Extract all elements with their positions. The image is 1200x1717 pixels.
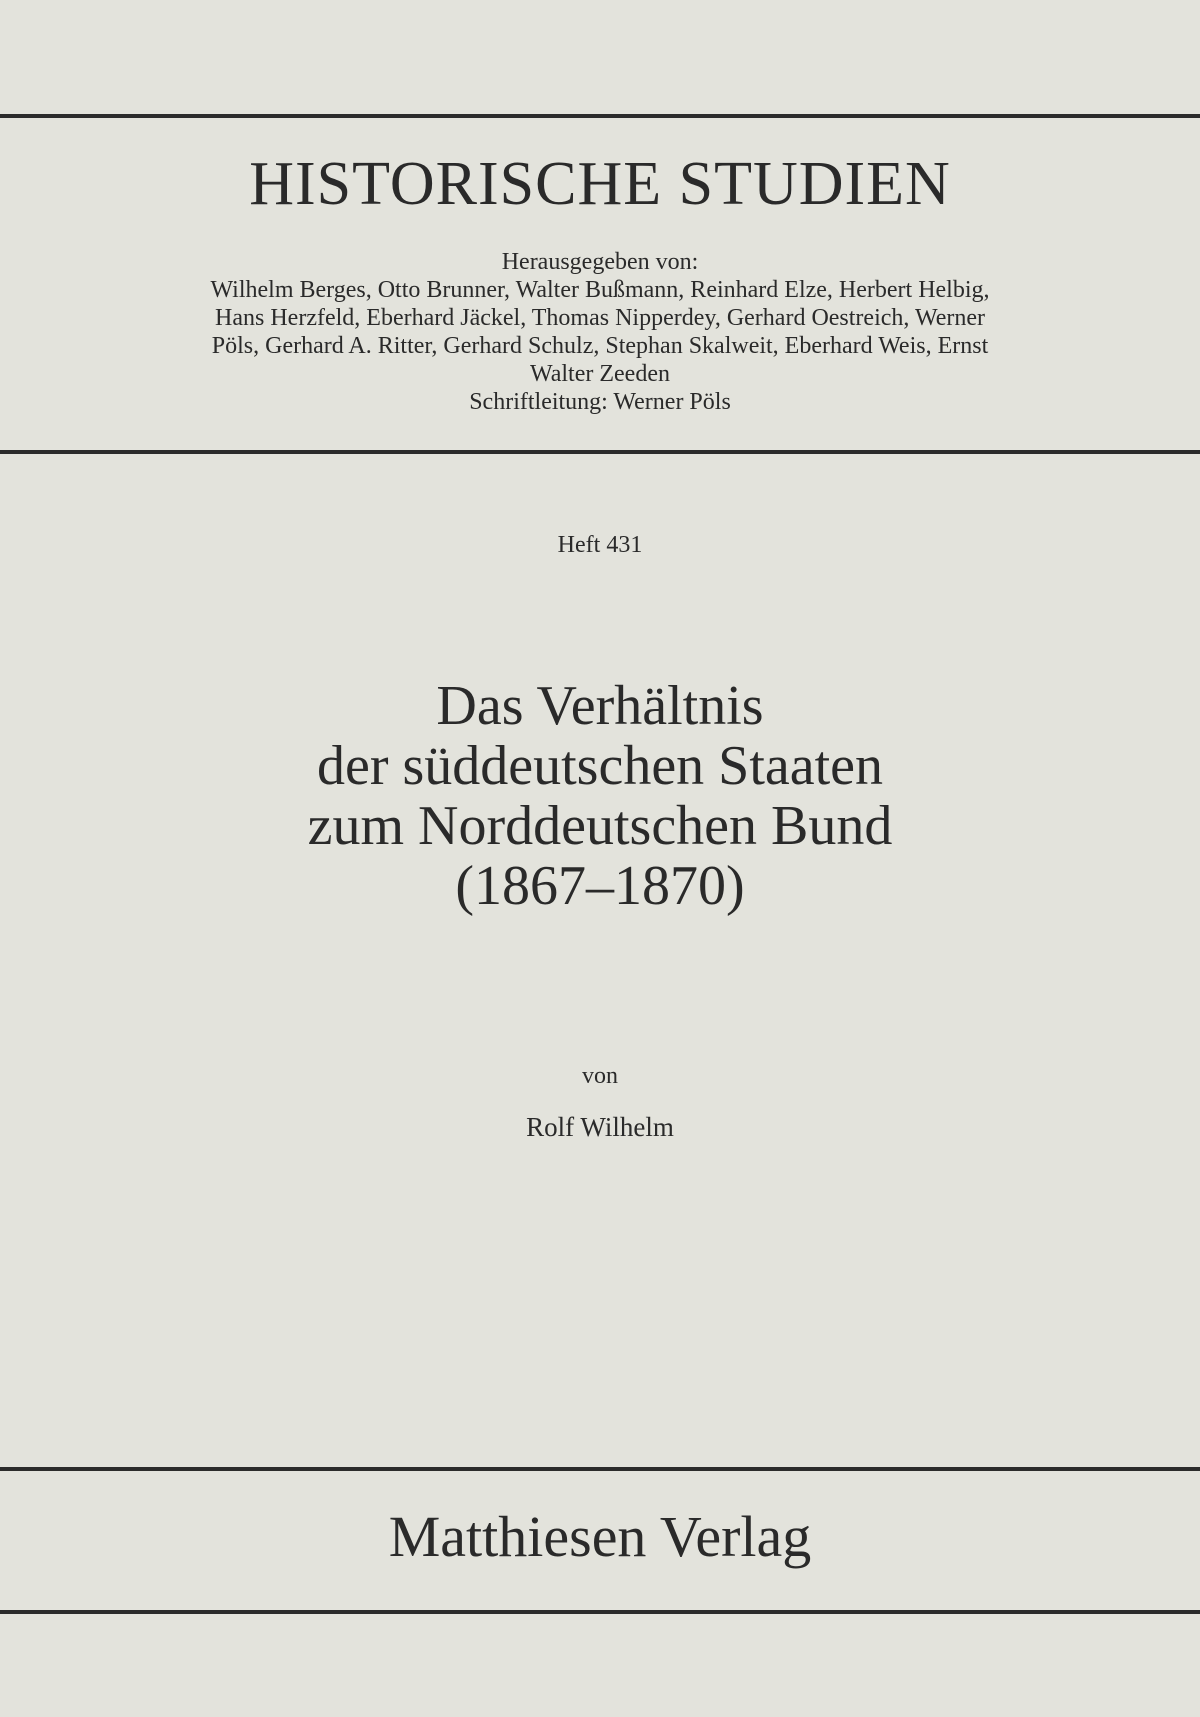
editors-heading: Herausgegeben von: <box>501 249 699 275</box>
book-title-line: (1867–1870) <box>455 855 745 917</box>
managing-editor: Schriftleitung: Werner Pöls <box>469 389 731 415</box>
editors-line: Pöls, Gerhard A. Ritter, Gerhard Schulz, Stephan Skalweit, Eberhard Weis, Ernst <box>211 333 989 359</box>
author-name: Rolf Wilhelm <box>526 1112 674 1142</box>
top-rule <box>0 114 1200 118</box>
book-title-line: Das Verhältnis <box>436 675 764 737</box>
editors-line: Walter Zeeden <box>530 361 670 387</box>
editors-block <box>0 248 1200 416</box>
editors-line: Wilhelm Berges, Otto Brunner, Walter Bußmann, Reinhard Elze, Herbert Helbig, <box>210 277 990 303</box>
header-bottom-rule <box>0 450 1200 454</box>
issue-number: Heft 431 <box>557 532 643 558</box>
bottom-rule <box>0 1610 1200 1614</box>
publisher-name: Matthiesen Verlag <box>388 1504 812 1569</box>
by-label: von <box>582 1063 618 1089</box>
book-title-line: der süddeutschen Staaten <box>316 735 884 797</box>
series-title: HISTORISCHE STUDIEN <box>249 150 951 218</box>
book-title-line: zum Norddeutschen Bund <box>307 795 893 857</box>
footer-top-rule <box>0 1467 1200 1471</box>
book-title <box>0 676 1200 916</box>
editors-line: Hans Herzfeld, Eberhard Jäckel, Thomas Nipperdey, Gerhard Oestreich, Werner <box>215 305 985 331</box>
